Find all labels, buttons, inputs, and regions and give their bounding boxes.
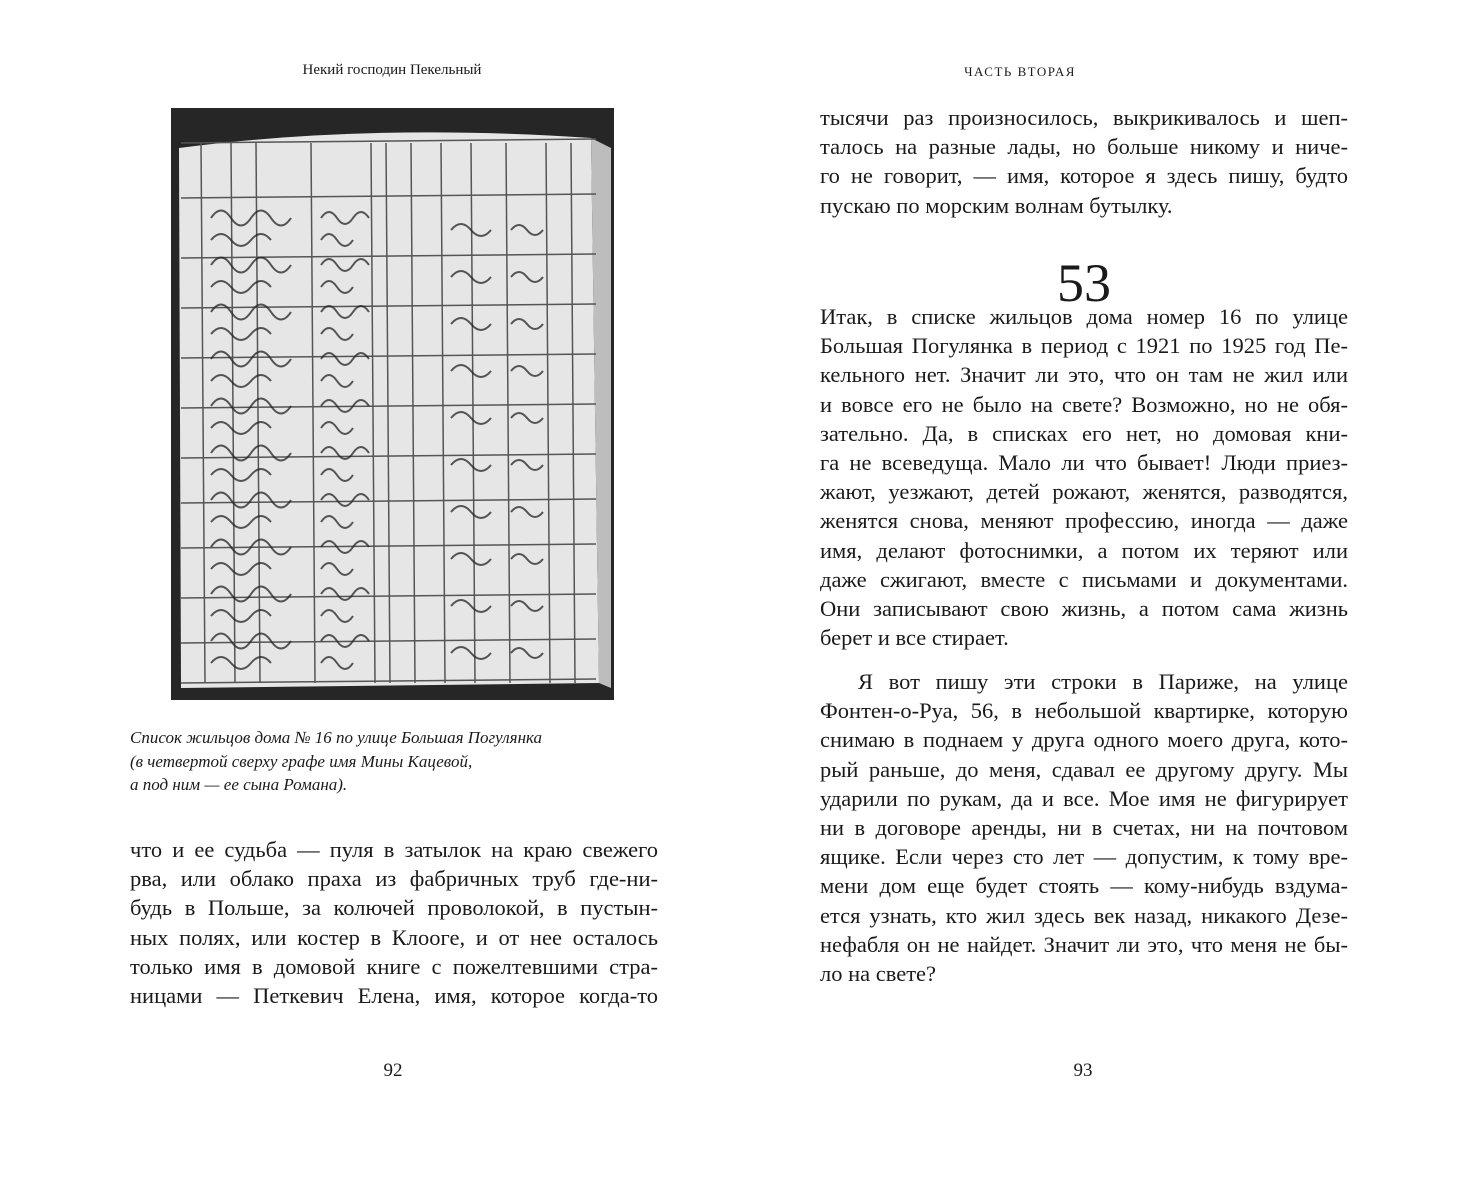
text-line: ницами — Петкевич Елена, имя, которое когда-то (130, 982, 658, 1008)
text-line: что и ее судьба — пуля в затылок на краю свежего (130, 837, 658, 862)
text-line: рва, или облако праха из фабричных труб где-ни- (130, 866, 658, 892)
paragraph (820, 302, 1348, 652)
text-line: ни в договоре аренды, ни в счетах, ни на почтовом (820, 814, 1348, 840)
text-line: ных полях, или костер в Клооге, и от нее осталось (130, 924, 658, 950)
text-line: даже сжигают, вместе с письмами и документами. (820, 566, 1348, 592)
text-line: имя, делают фотоснимки, а потом их теряют или (820, 537, 1348, 563)
text-line: рый раньше, до меня, сдавал ее другому другу. Мы (820, 756, 1348, 782)
paragraph (820, 667, 1348, 988)
page-number: 92 (383, 1060, 403, 1081)
text-line: талось на разные лады, но больше никому и ниче- (820, 134, 1348, 160)
body-text (130, 835, 658, 1010)
text-line: ется узнать, кто жил здесь век назад, никакого Дезе- (820, 902, 1348, 928)
right-page (738, 0, 1476, 1181)
running-head: ЧАСТЬ ВТОРАЯ (964, 64, 1076, 79)
text-line: Я вот пишу эти строки в Париже, на улице (858, 669, 1348, 694)
text-line: кельного нет. Значит ли это, что он там не жил или (820, 362, 1348, 388)
text-line: только имя в домовой книге с пожелтевшими стра- (130, 953, 658, 979)
text-line: га не всеведуща. Мало ли что бывает! Люди приез- (820, 449, 1348, 475)
text-line: го не говорит, — имя, которое я здесь пишу, будто (820, 163, 1348, 189)
text-line: Они записывают свою жизнь, а потом сама жизнь (820, 595, 1348, 621)
text-line: Итак, в списке жильцов дома номер 16 по улице (820, 304, 1348, 329)
text-line: тысячи раз произносилось, выкрикивалось и шеп- (820, 105, 1348, 130)
text-line: снимаю в поднаем у друга одного моего друга, кото- (820, 727, 1348, 753)
caption-line: Список жильцов дома № 16 по улице Большая Погулянка (130, 728, 543, 747)
running-head: Некий господин Пекельный (302, 62, 482, 78)
text-line: ящике. Если через сто лет — допустим, к тому вре- (820, 844, 1348, 870)
text-line: ло на свете? (820, 960, 937, 986)
text-line: нефабля он не найдет. Значит ли это, что меня не бы- (820, 931, 1348, 957)
text-line: зательно. Да, в списках его нет, но домовая кни- (820, 420, 1348, 446)
ledger-photo (171, 108, 614, 700)
body-text-continued (820, 103, 1348, 220)
caption-line: а под ним — ее сына Романа). (130, 775, 348, 794)
text-line: Большая Погулянка в период с 1921 по 1925 год Пе- (820, 333, 1348, 359)
text-line: берет и все стирает. (820, 625, 1009, 651)
text-line: ударили по рукам, да и все. Мое имя не фигурирует (820, 785, 1348, 811)
text-line: и вовсе его не было на свете? Возможно, но не обя- (820, 391, 1348, 417)
text-line: пускаю по морским волнам бутылку. (820, 192, 1173, 218)
page-number: 93 (1073, 1060, 1093, 1081)
caption-line: (в четвертой сверху графе имя Мины Кацевой, (130, 751, 473, 771)
text-line: жают, уезжают, детей рожают, женятся, разводятся, (820, 479, 1348, 505)
chapter-number: 53 (1057, 253, 1111, 313)
photo-caption (130, 726, 650, 797)
text-line: Фонтен-о-Руа, 56, в небольшой квартирке, которую (820, 698, 1348, 724)
text-line: женятся снова, меняют профессию, иногда — даже (820, 508, 1348, 534)
text-line: мени дом еще будет стоять — кому-нибудь вздума- (820, 873, 1348, 899)
text-line: будь в Польше, за колючей проволокой, в пустын- (130, 895, 658, 921)
